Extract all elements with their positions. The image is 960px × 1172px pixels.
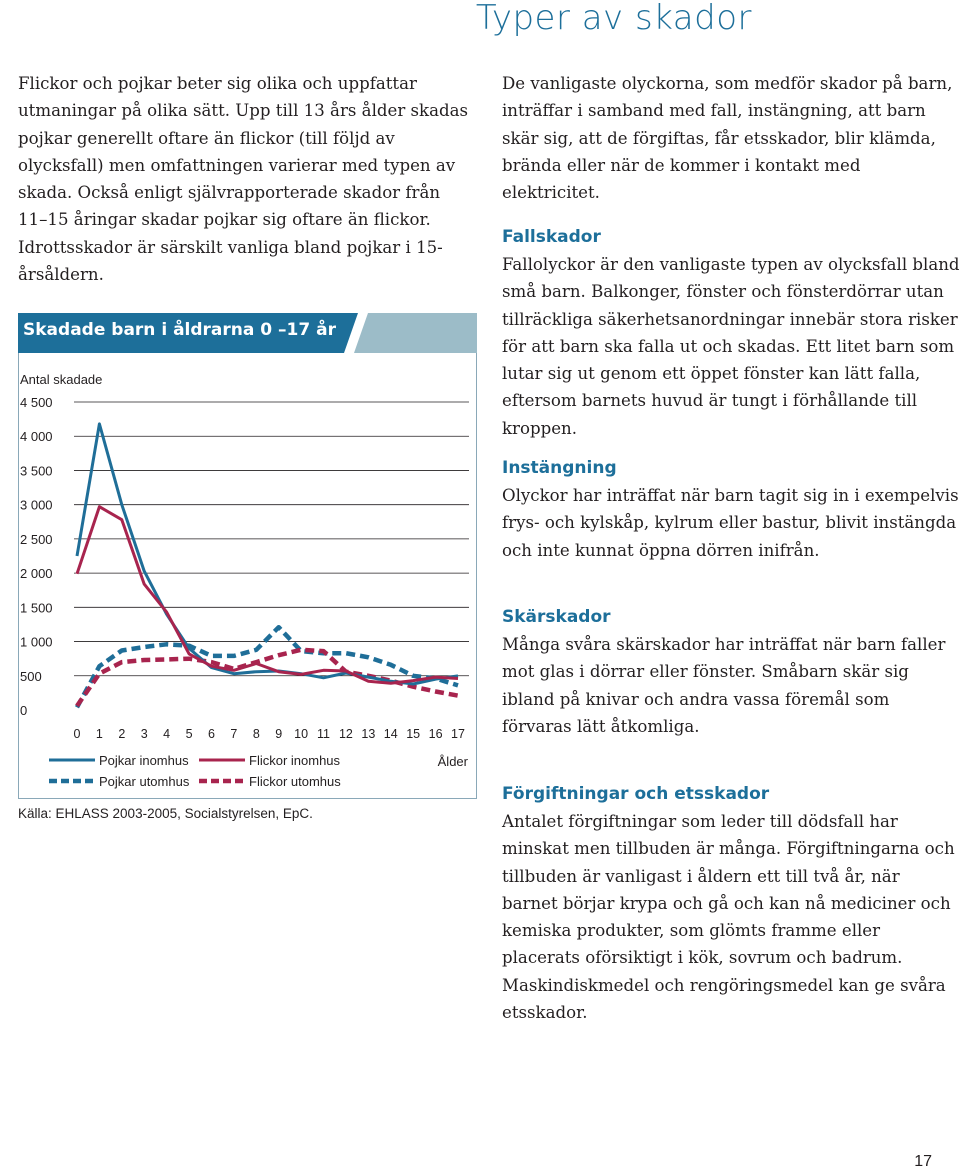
x-tick-label: 2 [118, 727, 126, 741]
chart-title: Skadade barn i åldrarna 0 –17 år [23, 320, 336, 340]
x-tick-label: 1 [95, 727, 103, 741]
section-forgiftningar [502, 781, 960, 1026]
section-heading: Fallskador [502, 227, 601, 247]
section-fallskador [502, 224, 960, 442]
x-tick-label: 9 [275, 727, 283, 741]
intro-column [18, 70, 472, 288]
x-tick-label: 7 [230, 727, 238, 741]
x-tick-label: 13 [361, 727, 376, 741]
x-tick-label: 17 [451, 727, 465, 741]
source-note: Källa: EHLASS 2003-2005, Socialstyrelsen, EpC. [18, 806, 313, 821]
x-tick-label: 6 [207, 727, 215, 741]
y-tick-label: 3 500 [20, 463, 53, 479]
page-number: 17 [914, 1153, 932, 1170]
section-text: Antalet förgiftningar som leder till dödsfall har minskat men tillbuden är många. Förgiftningarna och tillbuden är vanligast i åldern ett till två år, när barnet börjar krypa och gå och kan nå mediciner och kemiska produkter, som glömts framme eller placerats oförsiktigt i kök, sovrum och badrum. Maskindiskmedel och rengöringsmedel kan ge svåra etsskador. [502, 812, 955, 1023]
line-chart [19, 314, 476, 798]
page-title: Typer av skador [475, 0, 752, 38]
y-axis-title: Antal skadade [20, 372, 103, 387]
legend-label: Flickor inomhus [249, 753, 341, 768]
section-skarskador [502, 604, 960, 740]
series-line-flickor-utomhus [77, 650, 458, 706]
section-text: Olyckor har inträffat när barn tagit sig in i exempelvis frys- och kylskåp, kylrum eller bastur, blivit instängda och inte kunnat öppna dörren inifrån. [502, 486, 959, 560]
y-tick-label: 2 500 [20, 531, 53, 547]
section-heading: Instängning [502, 458, 617, 478]
x-tick-label: 10 [294, 727, 309, 741]
y-tick-label: 4 000 [20, 429, 53, 445]
y-tick-label: 3 000 [20, 497, 53, 513]
y-tick-label: 2 000 [20, 566, 53, 582]
y-tick-label: 0 [20, 703, 28, 718]
y-tick-label: 1 500 [20, 600, 53, 616]
y-tick-label: 4 500 [20, 395, 53, 410]
x-tick-label: 0 [73, 727, 81, 741]
intro-paragraph: Flickor och pojkar beter sig olika och uppfattar utmaningar på olika sätt. Upp till 13 års ålder skadas pojkar generellt oftare än flickor (till följd av olycksfall) men omfattningen varierar med typen av skada. Också enligt självrapporterade skador från 11–15 åringar skadar pojkar sig oftare än flickor. Idrottsskador är särskilt vanliga bland pojkar i 15-årsåldern. [18, 74, 469, 285]
legend-label: Pojkar inomhus [99, 753, 189, 768]
x-tick-label: 3 [140, 727, 148, 741]
y-tick-label: 1 000 [20, 634, 53, 650]
x-tick-label: 5 [185, 727, 193, 741]
section-heading: Skärskador [502, 607, 611, 627]
x-tick-label: 14 [383, 727, 398, 741]
y-tick-label: 500 [20, 668, 42, 684]
x-axis-title: Ålder [437, 754, 468, 769]
legend-label: Pojkar utomhus [99, 774, 190, 789]
section-text: Många svåra skärskador har inträffat när barn faller mot glas i dörrar eller fönster. Småbarn skär sig ibland på knivar och andra vassa föremål som förvaras lätt åtkomliga. [502, 635, 946, 736]
section-heading: Förgiftningar och etsskador [502, 784, 770, 804]
x-tick-label: 8 [252, 727, 260, 741]
x-tick-label: 12 [338, 727, 353, 741]
legend-label: Flickor utomhus [249, 774, 341, 789]
chart-panel [18, 313, 477, 799]
section-instangning [502, 455, 960, 564]
x-tick-label: 4 [163, 727, 171, 741]
section-text: Fallolyckor är den vanligaste typen av olycksfall bland små barn. Balkonger, fönster och fönsterdörrar utan tillräckliga säkerhetsanordningar innebär stora risker för att barn ska falla ut och skadas. Ett litet barn som lutar sig ut genom ett öppet fönster kan lätt falla, eftersom barnets huvud är tungt i förhållande till kroppen. [502, 255, 960, 438]
right-intro-column [502, 70, 960, 206]
right-intro-paragraph: De vanligaste olyckorna, som medför skador på barn, inträffar i samband med fall, instängning, att barn skär sig, att de förgiftas, får etsskador, blir klämda, brända eller när de kommer i kontakt med elektricitet. [502, 74, 953, 203]
x-tick-label: 16 [428, 727, 443, 741]
x-tick-label: 15 [406, 727, 421, 741]
x-tick-label: 11 [317, 727, 331, 741]
